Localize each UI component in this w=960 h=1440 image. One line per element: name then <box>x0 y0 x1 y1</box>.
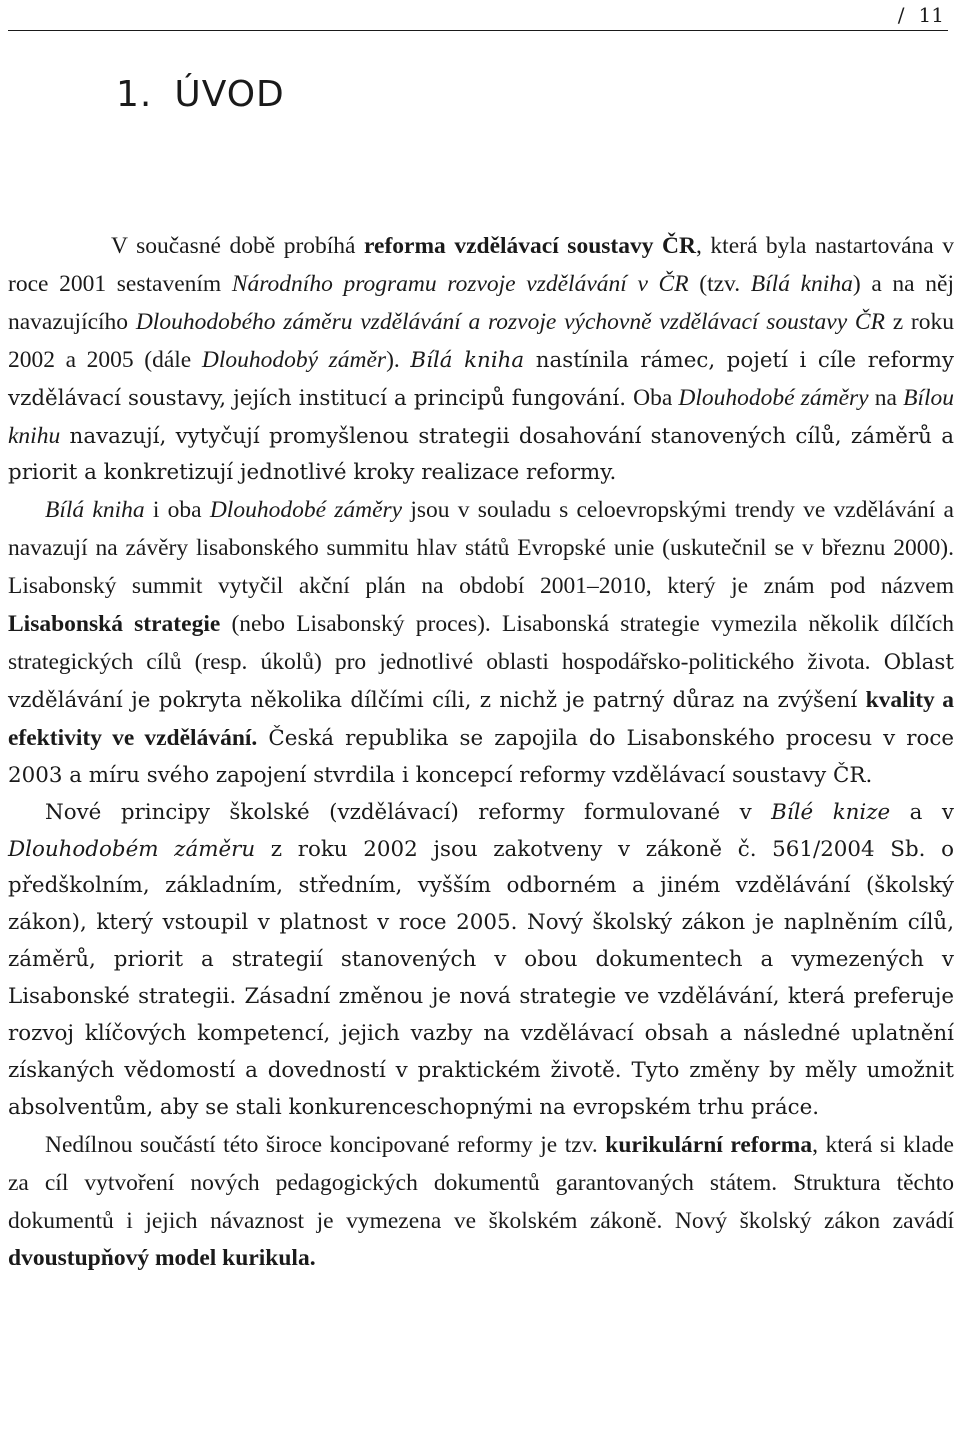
italic-term: Bílou knihu <box>8 384 955 449</box>
text-run: ) a na něj navazujícího <box>8 270 954 335</box>
italic-term: Bílá kniha <box>45 497 145 524</box>
bold-term: dvoustupňový model kurikula. <box>8 1245 316 1272</box>
page-number-slash: / <box>897 3 905 27</box>
italic-term: Bílá kniha <box>410 347 525 373</box>
text-run: navazují, vytyčují promyšlenou strategii dosahování stanovených cílů, záměrů a priorit a konkretizují jednotlivé kroky realizace reformy. <box>8 423 954 486</box>
text-run: (nebo Lisabonský proces). Lisabonská strategie vymezila několik dílčích strategických cílů (resp. úkolů) pro jednotlivé oblasti hospodářsko-politického života. <box>8 611 954 675</box>
body-text <box>8 228 954 1278</box>
text-run: Oblast vzdělávání je pokryta několika dílčími cíli, z nichž je patrný důraz na zvýšení <box>8 649 954 713</box>
paragraph <box>8 1127 954 1279</box>
paragraph <box>8 228 954 492</box>
bold-term: Lisabonská strategie <box>8 611 221 638</box>
italic-term: Bílá kniha <box>750 270 853 297</box>
italic-term: Dlouhodobé záměry <box>209 497 403 524</box>
chapter-number: 1. <box>116 74 153 115</box>
italic-term: Národního programu rozvoje vzdělávání v ČR <box>231 270 689 297</box>
text-run: (tzv. <box>688 270 751 297</box>
text-run: na <box>868 384 904 411</box>
chapter-title-text: ÚVOD <box>174 74 285 115</box>
bold-term: reforma vzdělávací soustavy ČR <box>364 233 696 259</box>
text-run: , která byla nastartována v roce 2001 sestavením <box>8 233 954 297</box>
text-run: i oba <box>144 497 210 524</box>
italic-term: Dlouhodobý záměr <box>201 346 387 373</box>
paragraph <box>8 492 954 794</box>
italic-term: Dlouhodobém záměru <box>8 836 256 862</box>
text-run: Nedílnou součástí této široce koncipované reformy je tzv. <box>45 1131 606 1158</box>
italic-term: Dlouhodobé záměry <box>678 384 869 411</box>
bold-term: kvality a efektivity ve vzdělávání. <box>8 686 954 751</box>
italic-term: Dlouhodobého záměru vzdělávání a rozvoje výchovně vzdělávací soustavy ČR <box>135 308 885 335</box>
italic-term: Bílé knize <box>771 799 891 825</box>
bold-term: kurikulární reforma <box>605 1131 813 1158</box>
text-run: Česká republika se zapojila do Lisabonského procesu v roce 2003 a míru svého zapojení stvrdila i koncepcí reformy vzdělávací soustavy ČR. <box>8 725 954 788</box>
page-header <box>8 0 948 31</box>
text-run: V současné době probíhá <box>111 233 365 259</box>
page-number-value: 11 <box>918 3 944 27</box>
text-run: Nové principy školské (vzdělávací) reformy formulované v <box>45 799 772 825</box>
text-run: jsou v souladu s celoevropskými trendy ve vzdělávání a navazují na závěry lisabonského summitu hlav států Evropské unie (uskutečnil se v březnu 2000). Lisabonský summit vytyčil akční plán na období 2001–2010, který je znám pod názvem <box>8 497 954 600</box>
text-run: , která si klade za cíl vytvoření nových pedagogických dokumentů garantovaných státem. Struktura těchto dokumentů i jejich návaznost je vymezena ve školském zákoně. Nový školský zákon zavádí <box>8 1131 954 1234</box>
text-run: a v <box>890 799 954 825</box>
text-run: z roku 2002 a 2005 (dále <box>8 308 954 373</box>
chapter-title <box>116 74 285 115</box>
page-number <box>898 3 944 27</box>
text-run: nastínila rámec, pojetí i cíle reformy vzdělávací soustavy, jejích institucí a principů fungování. <box>8 347 954 411</box>
text-run: z roku 2002 jsou zakotveny v zákoně č. 561/2004 Sb. o předškolním, základním, středním, vyšším odborném a jiném vzdělávání (školský zákon), který vstoupil v platnost v roce 2005. Nový školský zákon je naplněním cílů, záměrů, priorit a strategií stanovených v obou dokumentech a vymezených v Lisabonské strategii. Zásadní změnou je nová strategie ve vzdělávání, která preferuje rozvoj klíčových kompetencí, jejich vazby na vzdělávací obsah a následné uplatnění získaných vědomostí a dovedností v praktickém životě. Tyto změny by měly umožnit absolventům, aby se stali konkurenceschopnými na evropském trhu práce. <box>8 836 954 1120</box>
text-run: ). <box>386 346 411 373</box>
text-run: Oba <box>633 384 679 411</box>
paragraph <box>8 795 954 1127</box>
